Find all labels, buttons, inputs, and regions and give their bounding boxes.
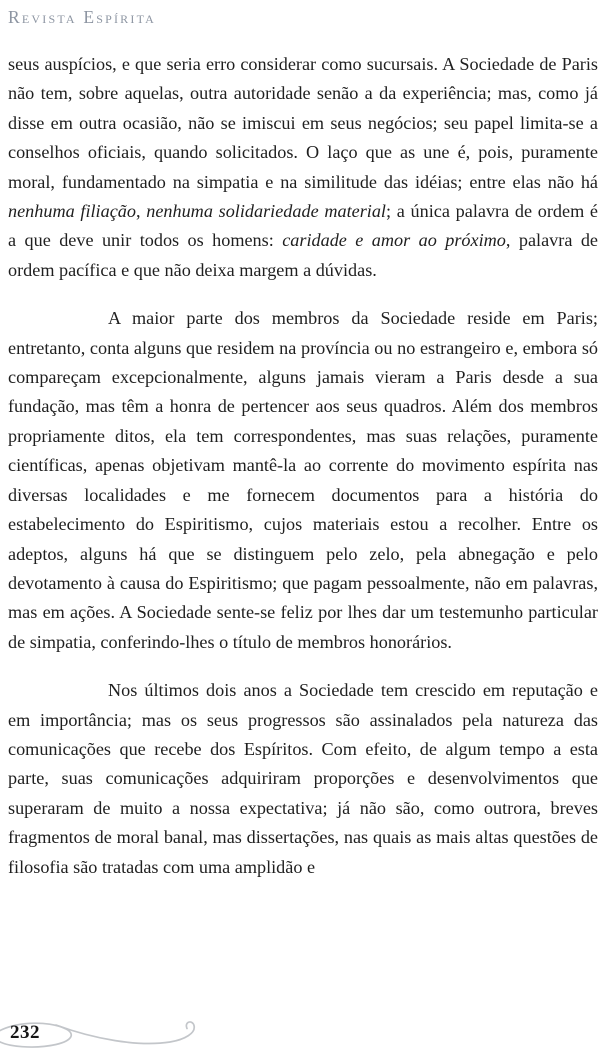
paragraph xyxy=(8,304,598,657)
italic-text-segment: nenhuma solidariedade material xyxy=(146,201,386,222)
text-segment: ; a única palavra de ordem é a que deve unir todos os homens: xyxy=(8,201,599,251)
page-body xyxy=(8,50,598,882)
text-segment: Nos últimos dois anos a Sociedade tem crescido em reputação e em importância; mas os seus progressos são assinalados pela natureza das comunicações que recebe dos Espíritos. Com efeito, de algum tempo a esta parte, suas comunicações adquiriram proporções e desenvolvimentos que superaram de muito a nossa expectativa; já não são, como outrora, breves fragmentos de moral banal, mas dissertações, nas quais as mais altas questões de filosofia são tratadas com uma amplidão e xyxy=(8,680,598,877)
text-segment: A maior parte dos membros da Sociedade reside em Paris; entretanto, conta alguns que residem na província ou no estrangeiro e, embora só compareçam excepcionalmente, alguns jamais vieram a Paris desde a sua fundação, mas têm a honra de pertencer aos seus quadros. Além dos membros propriamente ditos, ela tem correspondentes, mas suas relações, puramente científicas, apenas objetivam mantê-la ao corrente do movimento espírita nas diversas localidades e me fornecem documentos para a história do estabelecimento do Espiritismo, cujos materiais estou a recolher. Entre os adeptos, alguns há que se distinguem pelo zelo, pela abnegação e pelo devotamento à causa do Espiritismo; que pagam pessoalmente, não em palavras, mas em ações. A Sociedade sente-se feliz por lhes dar um testemunho particular de simpatia, conferindo-lhes o título de membros honorários. xyxy=(8,308,598,652)
running-header-title: Revista Espírita xyxy=(8,7,157,27)
paragraph xyxy=(8,50,598,285)
italic-text-segment: nenhuma filiação xyxy=(8,201,136,222)
footer-page-number: 232 xyxy=(10,1022,40,1043)
text-segment: , xyxy=(135,201,147,222)
text-segment: , palavra de ordem pacífica e que não deixa margem a dúvidas. xyxy=(8,230,598,280)
italic-text-segment: caridade e amor ao próximo xyxy=(282,230,506,251)
text-segment: seus auspícios, e que seria erro considerar como sucursais. A Sociedade de Paris não tem, sobre aquelas, outra autoridade senão a da experiência; mas, como já disse em outra ocasião, não se imiscui em seus negócios; seu papel limita-se a conselhos oficiais, quando solicitados. O laço que as une é, pois, puramente moral, fundamentado na simpatia e na similitude das idéias; entre elas não há xyxy=(8,54,598,192)
paragraph xyxy=(8,676,598,882)
